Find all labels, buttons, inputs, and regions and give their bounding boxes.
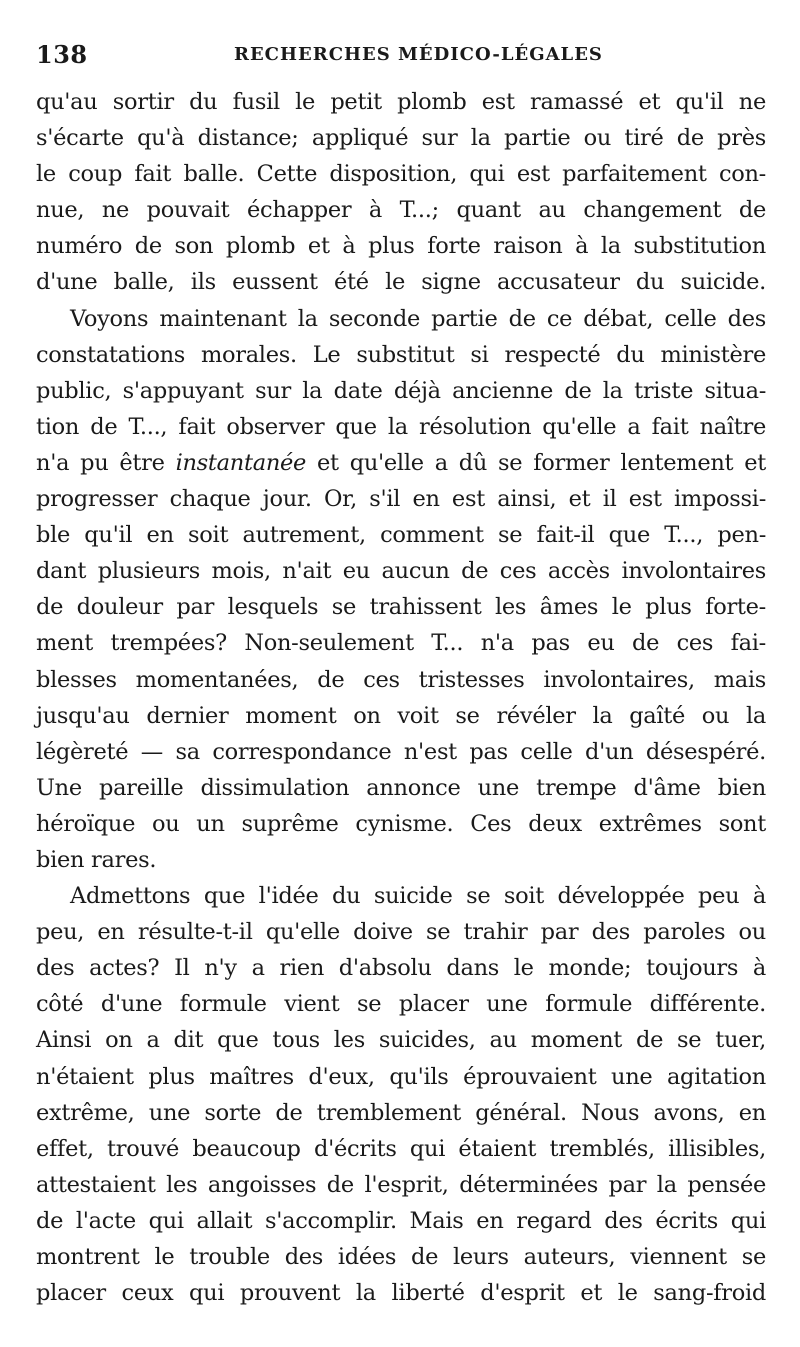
text-line: nue, ne pouvait échapper à T...; quant au changement de — [36, 197, 766, 224]
page-number: 138 — [36, 40, 88, 69]
text-line: des actes? Il n'y a rien d'absolu dans le monde; toujours à — [36, 955, 766, 982]
text-line: bien rares. — [36, 846, 157, 873]
text-line: qu'au sortir du fusil le petit plomb est ramassé et qu'il ne — [36, 89, 766, 115]
body-text — [36, 84, 766, 1311]
text-line: de l'acte qui allait s'accomplir. Mais en regard des écrits qui — [36, 1207, 766, 1234]
text-line: d'une balle, ils eussent été le signe accusateur du suicide. — [36, 269, 766, 296]
text-line: tion de T..., fait observer que la résolution qu'elle a fait naître — [36, 413, 766, 440]
text-line: montrent le trouble des idées de leurs auteurs, viennent se — [36, 1244, 766, 1270]
text-line: le coup fait balle. Cette disposition, qui est parfaitement con- — [36, 161, 766, 188]
text-line: n'étaient plus maîtres d'eux, qu'ils éprouvaient une agitation — [36, 1063, 766, 1090]
text-run: et qu'elle a dû se former lentement et — [306, 449, 766, 476]
text-line: jusqu'au dernier moment on voit se révéler la gaîté ou la — [36, 702, 766, 729]
text-line: blesses momentanées, de ces tristesses involontaires, mais — [36, 666, 766, 693]
text-line: peu, en résulte-t-il qu'elle doive se trahir par des paroles ou — [36, 919, 766, 946]
text-line: effet, trouvé beaucoup d'écrits qui étaient tremblés, illisibles, — [36, 1135, 766, 1162]
text-line: attestaient les angoisses de l'esprit, déterminées par la pensée — [36, 1171, 766, 1198]
text-run: n'a pu être — [36, 449, 176, 476]
text-line: ment trempées? Non-seulement T... n'a pas eu de ces fai- — [36, 630, 766, 657]
text-line: constatations morales. Le substitut si respecté du ministère — [36, 341, 766, 368]
italic-word: instantanée — [175, 449, 307, 476]
text-line: public, s'appuyant sur la date déjà ancienne de la triste situa- — [36, 377, 766, 404]
text-line: placer ceux qui prouvent la liberté d'esprit et le sang-froid — [36, 1280, 766, 1307]
text-line: numéro de son plomb et à plus forte raison à la substitution — [36, 233, 766, 260]
text-line: héroïque ou un suprême cynisme. Ces deux extrêmes sont — [36, 810, 766, 837]
text-line: de douleur par lesquels se trahissent les âmes le plus forte- — [36, 594, 766, 621]
text-line: Voyons maintenant la seconde partie de ce débat, celle des — [70, 305, 766, 332]
text-line: Une pareille dissimulation annonce une trempe d'âme bien — [36, 774, 766, 801]
text-line: progresser chaque jour. Or, s'il en est ainsi, et il est impossi- — [36, 486, 766, 513]
running-title: RECHERCHES MÉDICO-LÉGALES — [234, 44, 603, 65]
text-line: légèreté — sa correspondance n'est pas celle d'un désespéré. — [36, 738, 766, 765]
text-line — [36, 445, 766, 481]
text-line: s'écarte qu'à distance; appliqué sur la partie ou tiré de près — [36, 125, 766, 152]
text-line: dant plusieurs mois, n'ait eu aucun de ces accès involontaires — [36, 558, 766, 585]
text-line: Admettons que l'idée du suicide se soit développée peu à — [70, 883, 766, 910]
text-line: extrême, une sorte de tremblement général. Nous avons, en — [36, 1099, 766, 1126]
running-head — [36, 40, 766, 74]
text-line: Ainsi on a dit que tous les suicides, au moment de se tuer, — [36, 1027, 766, 1054]
text-line: ble qu'il en soit autrement, comment se fait-il que T..., pen- — [36, 522, 766, 549]
text-line: côté d'une formule vient se placer une formule différente. — [36, 991, 766, 1018]
